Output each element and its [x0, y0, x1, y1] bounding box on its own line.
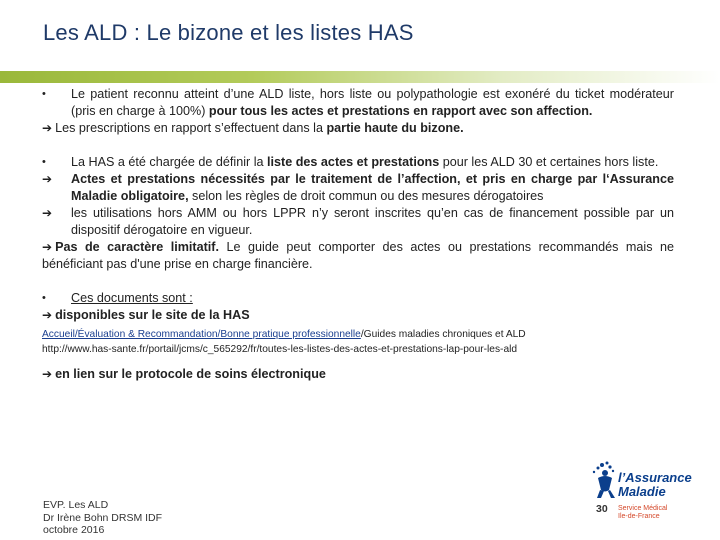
arrow-line-protocole — [42, 366, 674, 383]
page-number: 30 — [596, 503, 608, 515]
slide-body — [42, 86, 674, 383]
arrow-right-icon: ➔ — [42, 206, 53, 220]
page-title: Les ALD : Le bizone et les listes HAS — [43, 20, 414, 45]
arrow-item-actes — [42, 171, 674, 205]
footer — [43, 499, 162, 537]
has-breadcrumb-tail: /Guides maladies chroniques et ALD — [360, 329, 526, 340]
actes-emphasis: Actes et prestations nécessités par le traitement de l’affection, et pris en charge par l‘Assurance Maladie obligatoire, — [71, 172, 674, 203]
arrow-right-icon: ➔ — [42, 240, 53, 254]
bullet-item-has — [42, 154, 674, 171]
logo-figure-icon — [588, 460, 622, 500]
assurance-maladie-logo — [588, 458, 698, 530]
limitatif-text: Le guide peut comporter des actes ou prestations recommandés mais ne bénéficiant pas d'une prise en charge financière. — [42, 240, 675, 271]
spacer — [42, 137, 674, 154]
prescriptions-emphasis: partie haute du bizone. — [326, 121, 464, 135]
has-emphasis: liste des actes et prestations — [267, 155, 440, 169]
actes-text: selon les règles de droit commun ou des mesures dérogatoires — [188, 189, 544, 203]
bullet-dot: • — [42, 156, 46, 168]
protocole-text: en lien sur le protocole de soins électronique — [55, 367, 326, 381]
has-link-line — [42, 327, 674, 342]
bullet-dot: • — [42, 88, 46, 100]
arrow-line-limitatif — [42, 239, 674, 273]
arrow-line-site-has — [42, 307, 674, 324]
exoneration-emphasis: pour tous les actes et prestations en rapport avec son affection. — [208, 104, 593, 118]
bullet-item-exoneration — [42, 86, 674, 120]
logo-line-3: Service Médical — [618, 505, 668, 512]
exoneration-text: Le patient reconnu atteint d’une ALD liste, hors liste ou polypathologie est exonéré du ticket modérateur (pris en charge à 100%) — [71, 87, 674, 118]
has-text-tail: pour les ALD 30 et certaines hors liste. — [439, 155, 659, 169]
logo-line-2: Maladie — [618, 484, 666, 499]
logo-line-4: Ile-de-France — [618, 513, 660, 520]
bullet-dot: • — [42, 292, 46, 304]
site-has-text: disponibles sur le site de la HAS — [55, 308, 250, 322]
arrow-item-amm — [42, 205, 674, 239]
has-text: La HAS a été chargée de définir la — [71, 155, 268, 169]
title-underline-bar — [0, 71, 720, 83]
arrow-right-icon: ➔ — [42, 308, 53, 322]
limitatif-emphasis: Pas de caractère limitatif. — [55, 240, 219, 254]
documents-heading: Ces documents sont : — [71, 291, 193, 305]
logo-line-1: l’Assurance — [618, 470, 692, 485]
footer-line-3: octobre 2016 — [43, 524, 105, 536]
spacer — [42, 273, 674, 290]
has-breadcrumb-link[interactable]: Accueil/Évaluation & Recommandation/Bonne pratique professionnelle — [42, 329, 361, 340]
arrow-right-icon: ➔ — [42, 172, 53, 186]
bullet-item-documents — [42, 290, 674, 307]
prescriptions-text: Les prescriptions en rapport s’effectuent dans la — [55, 121, 327, 135]
arrow-right-icon: ➔ — [42, 367, 53, 381]
amm-text: les utilisations hors AMM ou hors LPPR n’y seront inscrites qu’en cas de financement possible par un dispositif dérogatoire en vigueur. — [71, 206, 674, 237]
footer-line-2: Dr Irène Bohn DRSM IDF — [43, 511, 163, 524]
has-url: http://www.has-sante.fr/portail/jcms/c_565292/fr/toutes-les-listes-des-actes-et-prestations-lap-pour-les-ald — [42, 344, 518, 355]
arrow-line-prescriptions — [42, 120, 674, 137]
logo-subtitle — [618, 505, 667, 521]
footer-line-1: EVP. Les ALD — [43, 499, 109, 511]
arrow-right-icon: ➔ — [42, 121, 53, 135]
